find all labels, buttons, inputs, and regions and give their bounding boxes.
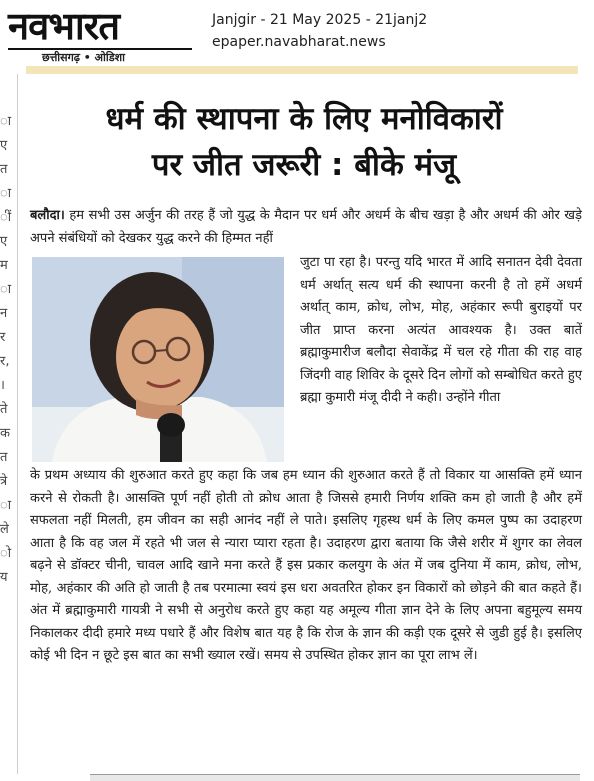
adjacent-fragment-line: ा [0,114,12,129]
adjacent-fragment-line: त [0,162,8,177]
article-intro [30,205,582,250]
adjacent-fragment-line: ाे [0,546,12,561]
adjacent-fragment-line: क [0,426,10,441]
adjacent-fragment-line: त्रे [0,474,8,489]
article-body: के प्रथम अध्याय की शुरुआत करते हुए कहा कि जब हम ध्यान की शुरुआत करते हैं तो विकार या आसक्ति हमें ध्यान करने से रोकती है। आसक्ति पूर्ण नहीं होती तो क्रोध आता है जिससे हमारी निर्णय शक्ति कम हो जाती है और हमें सफलता नहीं मिलती, हम जीवन का सही आनंद नहीं ले पाते। इसलिए गृहस्थ धर्म के लिए कमल पुष्प का उदाहरण आता है कि वह जल में रहते भी जल से न्यारा प्यारा रहता है। उदाहरण द्वारा बताया कि जैसे शरीर में शुगर का लेवल बढ़ने से डॉक्टर चीनी, चावल आदि खाने मना करते हैं इस प्रकार कलयुग के अंत में जब दुनिया में काम, क्रोध, लोभ, मोह, अहंकार की अति हो जाती है तब परमात्मा स्वयं इस धरा अवतरित होकर इन विकारों को छोड़ने की बात कहते हैं। अंत में ब्रह्माकुमारी गायत्री ने सभी से अनुरोध करते हुए कहा यह अमूल्य गीता ज्ञान देने के लिए अपना बहुमूल्य समय निकालकर दीदी हमारे मध्य पधारे हैं और विशेष बात यह है कि रोज के ज्ञान की कड़ी एक दूसरे से जुडी हुई है। इसलिए कोई भी दिन न छूटे इस बात का सभी ख्याल रखें। समय से उपस्थित होकर ज्ञान का पूरा लाभ लें। [30,468,582,663]
column-divider [17,74,18,774]
adjacent-fragment-line: । [0,378,5,393]
adjacent-fragment-line: ए [0,138,8,153]
intro-text: हम सभी उस अर्जुन की तरह हैं जो युद्ध के मैदान पर धर्म और अधर्म के बीच खड़ा है और अधर्म की ओर खड़े अपने संबंधियों को देखकर युद्ध करने की हिम्मत नहीं [30,208,582,246]
article-headline [24,96,584,188]
speaker-photo [32,257,284,462]
newspaper-logo[interactable] [0,4,200,62]
edition-info: Janjgir - 21 May 2025 - 21janj2 [212,12,428,28]
adjacent-fragment-line: ले [0,522,9,537]
adjacent-fragment-line: य [0,570,8,585]
adjacent-fragment-line: ा [0,186,12,201]
speaker-photo-image [32,257,284,462]
adjacent-column-fragment [0,110,16,750]
adjacent-fragment-line: ए [0,234,8,249]
adjacent-fragment-line: ीं [0,210,12,225]
header-band [26,66,578,74]
headline-line-1: धर्म की स्थापना के लिए मनोविकारों [105,101,503,137]
site-url[interactable]: epaper.navabharat.news [212,34,386,50]
logo-text: नवभारत [8,4,119,48]
article-wrap-text: जुटा पा रहा है। परन्तु यदि भारत में आदि सनातन देवी देवता धर्म अर्थात् सत्य धर्म की स्थापना करनी है तो हमें अधर्म अर्थात् काम, क्रोध, लोभ, मोह, अहंकार रूपी बुराइयों पर जीत प्राप्त करना अत्यंत आवश्यक है। उक्त बातें ब्रह्माकुमारीज बलौदा सेवाकेंद्र में चल रहे गीता की राह वाह जिंदगी वाह शिविर के दूसरे दिन लोगों को सम्बोधित करते हुए ब्रह्मा कुमारी मंजू दीदी ने कही। उन्होंने गीता [300,255,582,405]
adjacent-fragment-line: र, [0,354,10,369]
headline-line-2: पर जीत जरूरी : बीके मंजू [151,147,457,183]
adjacent-fragment-line: म [0,258,8,273]
dateline: बलौदा। [30,208,65,223]
adjacent-fragment-line: न [0,306,8,321]
adjacent-fragment-line: ा [0,282,12,297]
logo-subtitle: छत्तीसगढ़ • ओडिशा [42,51,125,64]
adjacent-fragment-line: ते [0,402,8,417]
adjacent-fragment-line: र [0,330,6,345]
adjacent-fragment-line: त [0,450,8,465]
adjacent-fragment-line: ा [0,498,12,513]
masthead [0,0,594,66]
